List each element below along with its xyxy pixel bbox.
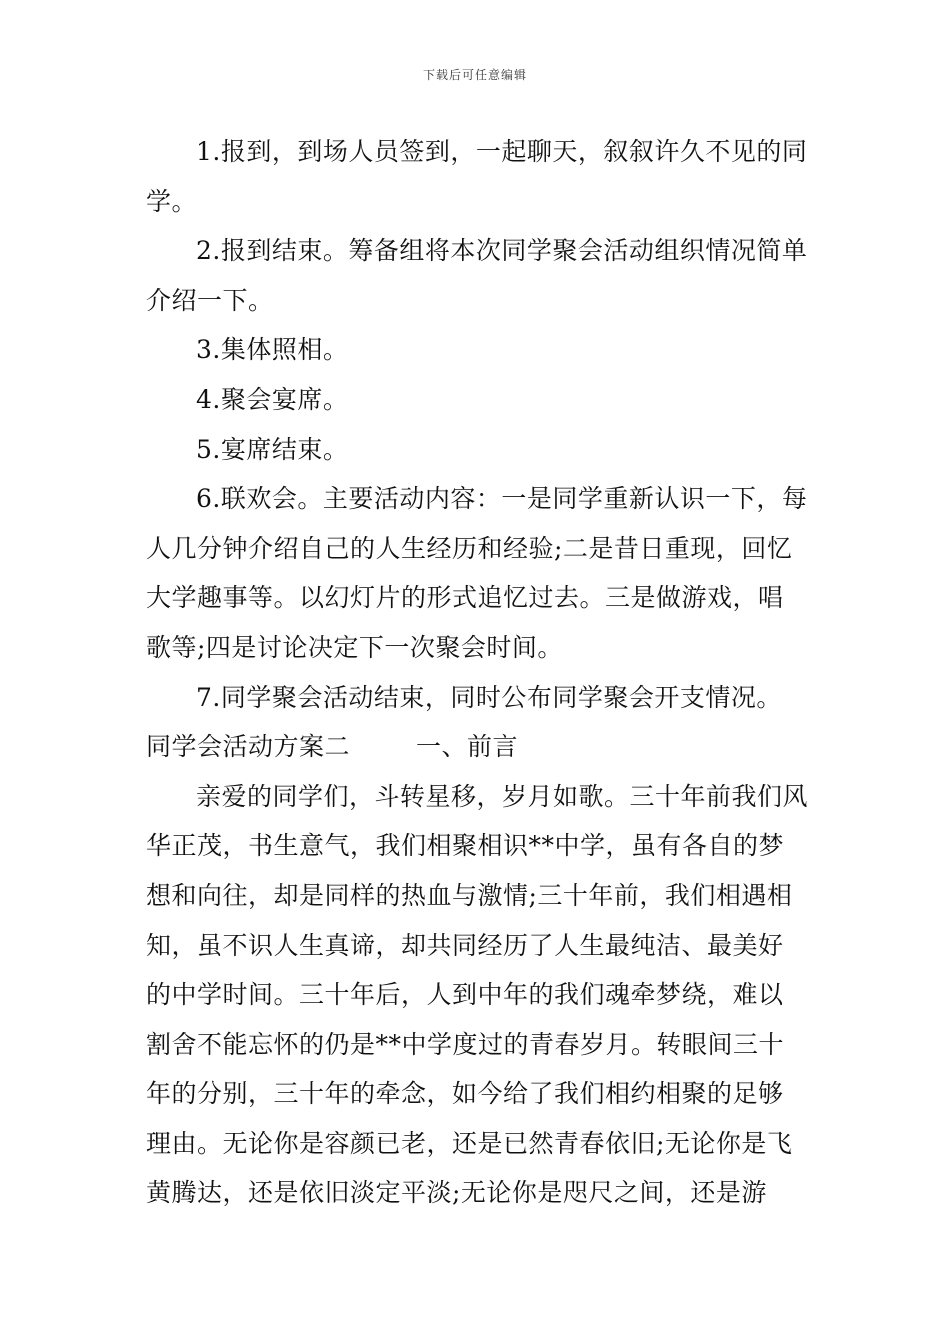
page-header: 下载后可任意编辑 (422, 68, 527, 82)
preface-paragraph: 亲爱的同学们，斗转星移，岁月如歌。三十年前我们风华正茂，书生意气，我们相聚相识**中学，虽有各自的梦想和向往，却是同样的热血与激情;三十年前，我们相遇相知，虽不识人生真谛，却共同经历了人生最纯洁、最美好的中学时间。三十年后，人到中年的我们魂牵梦绕，难以割舍不能忘怀的仍是**中学度过的青春岁月。转眼间三十年的分别，三十年的牵念，如今给了我们相约相聚的足够理由。无论你是容颜已老，还是已然青春依旧;无论你是飞黄腾达，还是依旧淡定平淡;无论你是咫尺之间，还是游 (146, 781, 809, 1208)
list-item-banquet: 4.聚会宴席。 (196, 384, 349, 414)
section-heading (146, 722, 808, 772)
list-item-activity-end: 7.同学聚会活动结束，同时公布同学聚会开支情况。 (196, 682, 782, 712)
list-item-party: 6.联欢会。主要活动内容：一是同学重新认识一下，每人几分钟介绍自己的人生经历和经验;二是昔日重现，回忆大学趣事等。以幻灯片的形式追忆过去。三是做游戏，唱歌等;四是讨论决定下一次聚会时间。 (146, 484, 808, 662)
list-item-registration-end: 2.报到结束。筹备组将本次同学聚会活动组织情况简单介绍一下。 (146, 236, 808, 315)
section-subtitle: 一、前言 (416, 732, 519, 762)
list-item-registration: 1.报到，到场人员签到，一起聊天，叙叙许久不见的同学。 (146, 137, 808, 216)
document-body (146, 127, 808, 1218)
list-item-banquet-end: 5.宴席结束。 (196, 434, 349, 464)
list-item-group-photo: 3.集体照相。 (196, 335, 349, 365)
section-title: 同学会活动方案二 (146, 732, 351, 762)
